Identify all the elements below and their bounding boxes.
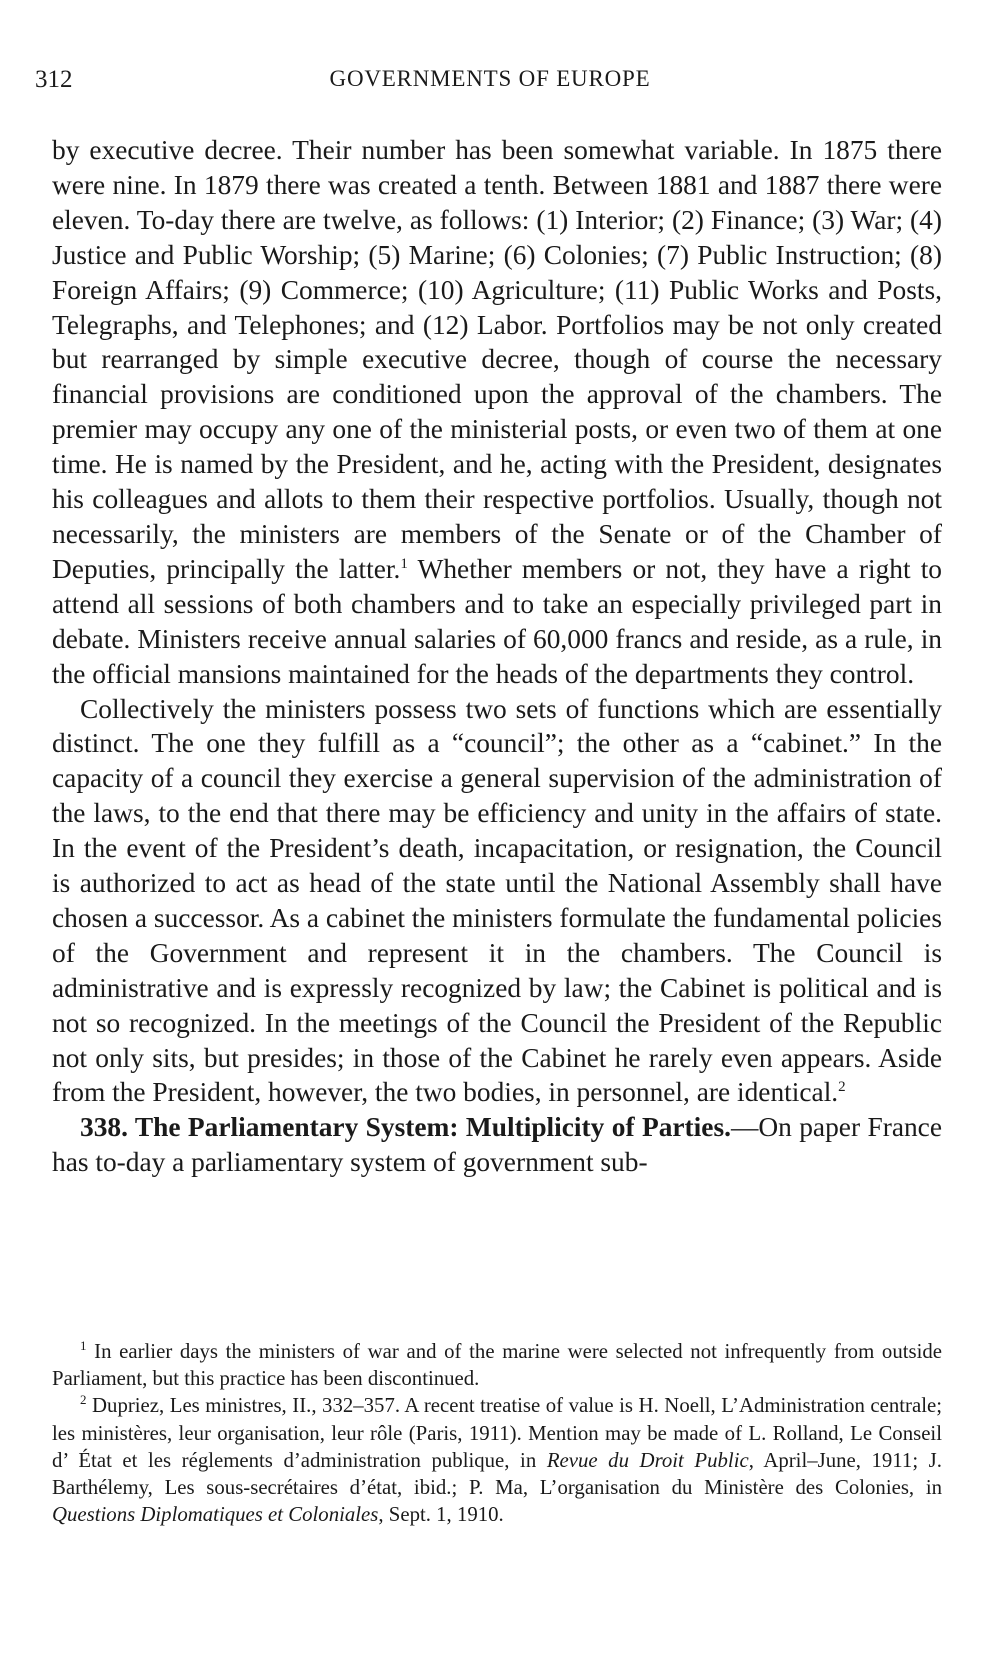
- paragraph-text: by executive decree. Their number has been somewhat variable. In 1875 there were nine. In 1879 there was created a tenth. Between 1881 and 1887 there were eleven. To-day there are twelve, as follows: (1) Interior; (2) Finance; (3) War; (4) Justice and Public Worship; (5) Marine; (6) Colonies; (7) Public Instruction; (8) Foreign Affairs; (9) Commerce; (10) Agriculture; (11) Public Works and Posts, Telegraphs, and Telephones; and (12) Labor. Portfolios may be not only created but rearranged by simple executive decree, though of course the necessary financial provisions are conditioned upon the approval of the chambers. The premier may occupy any one of the ministerial posts, or even two of them at one time. He is named by the President, and he, acting with the President, designates his colleagues and allots to them their respective portfolios. Usually, though not necessarily, the ministers are members of the Senate or of the Chamber of Deputies, principally the latter.: [52, 135, 942, 584]
- paragraph-section-338: [52, 1110, 942, 1180]
- footnote-text: In earlier days the ministers of war and of the marine were selected not infrequently from outside Parliament, but this practice has been discontinued.: [52, 1340, 942, 1391]
- paragraph-text: Whether members or not, they have a right to attend all sessions of both chambers and to take an especially privileged part in debate. Ministers receive annual salaries of 60,000 francs and reside, as a rule, in the official mansions maintained for the heads of the departments they control.: [52, 553, 943, 689]
- footnote-reference: 2: [838, 1079, 846, 1096]
- footnote-1: [52, 1338, 942, 1392]
- footnote-marker: 2: [80, 1392, 87, 1408]
- footnote-text: , April–June, 1911; J. Barthélemy, Les sous-secrétaires d’état, ibid.; P. Ma, L’organisation du Ministère des Colonies, in: [52, 1448, 942, 1500]
- paragraph-text: Collectively the ministers possess two sets of functions which are essentially distinct. The one they fulfill as a “council”; the other as a “cabinet.” In the capacity of a council they exercise a general supervision of the administration of the laws, to the end that there may be efficiency and unity in the affairs of state. In the event of the President’s death, incapacitation, or resignation, the Council is authorized to act as head of the state until the National Assembly shall have chosen a successor. As a cabinet the ministers formulate the fundamental policies of the Government and represent it in the chambers. The Council is administrative and is expressly recognized by law; the Cabinet is political and is not so recognized. In the meetings of the Council the President of the Republic not only sits, but presides; in those of the Cabinet he rarely even appears. Aside from the President, however, the two bodies, in personnel, are identical.: [52, 693, 942, 1108]
- footnote-text: Dupriez, Les ministres, II., 332–357. A recent treatise of value is H. Noell, L’Administration centrale; les ministères, leur organisation, leur rôle (Paris, 1911). Mention may be made of L. Rolland, Le Conseil d’ État et les réglements d’administration publique, in: [52, 1394, 942, 1472]
- footnote-text: , Sept. 1, 1910.: [378, 1503, 504, 1527]
- footnote-marker: 1: [80, 1338, 87, 1354]
- page-number: 312: [35, 66, 73, 93]
- running-title: GOVERNMENTS OF EUROPE: [329, 66, 651, 91]
- journal-title: Revue du Droit Public: [546, 1448, 749, 1472]
- footnotes: [52, 1338, 942, 1528]
- footnote-2: [52, 1392, 942, 1528]
- paragraph-text: —On paper France has to-day a parliamentary system of government sub-: [52, 1112, 942, 1178]
- journal-title: Questions Diplomatiques et Coloniales: [52, 1503, 379, 1527]
- paragraph-council-cabinet: [52, 692, 942, 1111]
- paragraph-ministries: [52, 133, 942, 692]
- footnote-reference: 1: [400, 555, 408, 572]
- body-text: [52, 133, 942, 1180]
- section-heading: 338. The Parliamentary System: Multiplicity of Parties.: [80, 1112, 731, 1143]
- page-header: [35, 66, 945, 106]
